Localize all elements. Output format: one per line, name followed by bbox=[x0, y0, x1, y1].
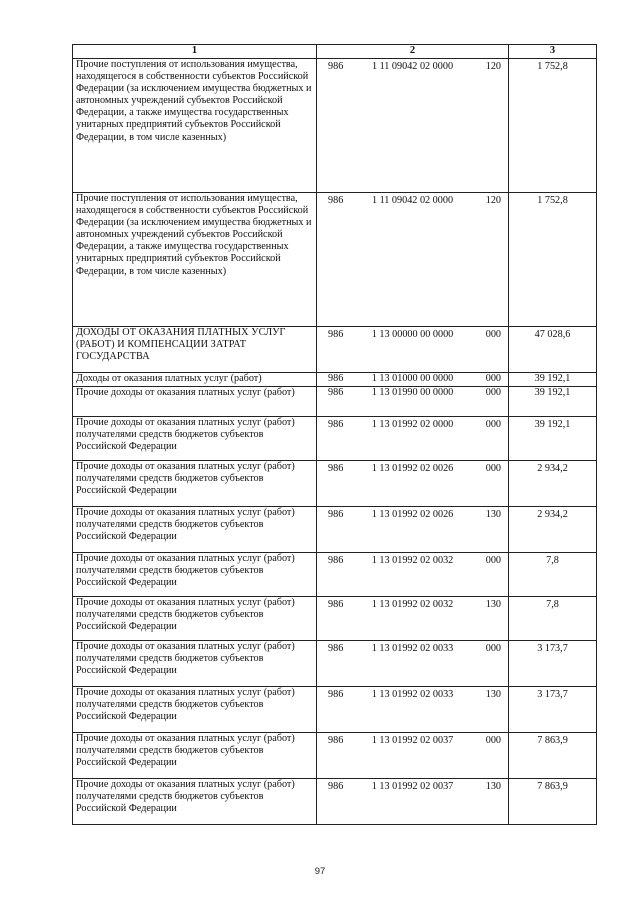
row-kosgu-code: 000 bbox=[485, 419, 501, 430]
row-budget-code: 1 11 09042 02 0000 bbox=[371, 195, 454, 206]
row-amount: 3 173,7 bbox=[509, 687, 597, 733]
row-amount: 2 934,2 bbox=[509, 461, 597, 507]
row-amount: 1 752,8 bbox=[509, 193, 597, 327]
column-header-3: 3 bbox=[509, 45, 597, 59]
row-code-cell bbox=[317, 59, 509, 193]
row-admin-code: 986 bbox=[328, 419, 344, 430]
revenue-table bbox=[72, 44, 597, 825]
column-header-1: 1 bbox=[73, 45, 317, 59]
table-row bbox=[73, 779, 597, 825]
row-budget-code: 1 13 01000 00 0000 bbox=[371, 373, 454, 384]
row-budget-code: 1 13 01992 02 0026 bbox=[371, 463, 454, 474]
row-code-cell bbox=[317, 687, 509, 733]
row-budget-code: 1 13 01990 00 0000 bbox=[371, 387, 454, 398]
row-admin-code: 986 bbox=[328, 509, 344, 520]
row-admin-code: 986 bbox=[328, 61, 344, 72]
row-amount: 7,8 bbox=[509, 553, 597, 597]
row-amount: 47 028,6 bbox=[509, 327, 597, 373]
row-kosgu-code: 000 bbox=[485, 329, 501, 340]
row-admin-code: 986 bbox=[328, 555, 344, 566]
row-code-cell bbox=[317, 373, 509, 387]
row-budget-code: 1 13 01992 02 0026 bbox=[371, 509, 454, 520]
row-budget-code: 1 11 09042 02 0000 bbox=[371, 61, 454, 72]
row-budget-code: 1 13 01992 02 0032 bbox=[371, 599, 454, 610]
row-amount: 39 192,1 bbox=[509, 387, 597, 417]
row-admin-code: 986 bbox=[328, 781, 344, 792]
table-row bbox=[73, 327, 597, 373]
row-amount: 7 863,9 bbox=[509, 733, 597, 779]
row-admin-code: 986 bbox=[328, 735, 344, 746]
row-code-cell bbox=[317, 779, 509, 825]
row-budget-code: 1 13 01992 02 0032 bbox=[371, 555, 454, 566]
row-budget-code: 1 13 01992 02 0033 bbox=[371, 689, 454, 700]
row-kosgu-code: 000 bbox=[485, 555, 501, 566]
row-amount: 1 752,8 bbox=[509, 59, 597, 193]
row-code-cell bbox=[317, 507, 509, 553]
row-budget-code: 1 13 00000 00 0000 bbox=[371, 329, 454, 340]
row-admin-code: 986 bbox=[328, 195, 344, 206]
table-header-row bbox=[73, 45, 597, 59]
row-amount: 39 192,1 bbox=[509, 417, 597, 461]
table-row bbox=[73, 461, 597, 507]
row-kosgu-code: 130 bbox=[485, 599, 501, 610]
row-kosgu-code: 120 bbox=[485, 195, 501, 206]
table-row bbox=[73, 373, 597, 387]
row-admin-code: 986 bbox=[328, 329, 344, 340]
row-description: Прочие доходы от оказания платных услуг (работ) получателями средств бюджетов субъектов Российской Федерации bbox=[73, 641, 317, 687]
row-kosgu-code: 000 bbox=[485, 373, 501, 384]
row-description: Прочие поступления от использования имущества, находящегося в собственности субъектов Российской Федерации (за исключением имущества бюджетных и автономных учреждений субъектов Российской Федерации, а также имущества государственных унитарных предприятий субъектов Российской Федерации, в том числе казенных) bbox=[73, 193, 317, 327]
row-description: Доходы от оказания платных услуг (работ) bbox=[73, 373, 317, 387]
row-code-cell bbox=[317, 641, 509, 687]
row-amount: 7,8 bbox=[509, 597, 597, 641]
row-budget-code: 1 13 01992 02 0000 bbox=[371, 419, 454, 430]
row-description: Прочие доходы от оказания платных услуг (работ) получателями средств бюджетов субъектов Российской Федерации bbox=[73, 461, 317, 507]
row-kosgu-code: 130 bbox=[485, 781, 501, 792]
row-code-cell bbox=[317, 461, 509, 507]
row-amount: 2 934,2 bbox=[509, 507, 597, 553]
row-amount: 39 192,1 bbox=[509, 373, 597, 387]
row-description: Прочие доходы от оказания платных услуг (работ) bbox=[73, 387, 317, 417]
row-code-cell bbox=[317, 327, 509, 373]
table-row bbox=[73, 193, 597, 327]
row-description: ДОХОДЫ ОТ ОКАЗАНИЯ ПЛАТНЫХ УСЛУГ (РАБОТ) И КОМПЕНСАЦИИ ЗАТРАТ ГОСУДАРСТВА bbox=[73, 327, 317, 373]
row-code-cell bbox=[317, 417, 509, 461]
row-kosgu-code: 120 bbox=[485, 61, 501, 72]
row-description: Прочие доходы от оказания платных услуг (работ) получателями средств бюджетов субъектов Российской Федерации bbox=[73, 417, 317, 461]
row-amount: 7 863,9 bbox=[509, 779, 597, 825]
row-code-cell bbox=[317, 553, 509, 597]
row-admin-code: 986 bbox=[328, 387, 344, 398]
row-admin-code: 986 bbox=[328, 643, 344, 654]
row-kosgu-code: 000 bbox=[485, 643, 501, 654]
row-admin-code: 986 bbox=[328, 689, 344, 700]
row-budget-code: 1 13 01992 02 0033 bbox=[371, 643, 454, 654]
row-description: Прочие доходы от оказания платных услуг (работ) получателями средств бюджетов субъектов Российской Федерации bbox=[73, 507, 317, 553]
row-code-cell bbox=[317, 387, 509, 417]
page-number: 97 bbox=[314, 866, 326, 877]
row-kosgu-code: 130 bbox=[485, 509, 501, 520]
row-amount: 3 173,7 bbox=[509, 641, 597, 687]
row-code-cell bbox=[317, 733, 509, 779]
row-kosgu-code: 000 bbox=[485, 463, 501, 474]
row-kosgu-code: 130 bbox=[485, 689, 501, 700]
table-row bbox=[73, 507, 597, 553]
row-code-cell bbox=[317, 193, 509, 327]
row-description: Прочие доходы от оказания платных услуг (работ) получателями средств бюджетов субъектов Российской Федерации bbox=[73, 597, 317, 641]
table-row bbox=[73, 387, 597, 417]
table-row bbox=[73, 597, 597, 641]
row-code-cell bbox=[317, 597, 509, 641]
row-description: Прочие доходы от оказания платных услуг (работ) получателями средств бюджетов субъектов Российской Федерации bbox=[73, 779, 317, 825]
row-budget-code: 1 13 01992 02 0037 bbox=[371, 735, 454, 746]
row-description: Прочие поступления от использования имущества, находящегося в собственности субъектов Российской Федерации (за исключением имущества бюджетных и автономных учреждений субъектов Российской Федерации, а также имущества государственных унитарных предприятий субъектов Российской Федерации, в том числе казенных) bbox=[73, 59, 317, 193]
row-admin-code: 986 bbox=[328, 373, 344, 384]
table-row bbox=[73, 687, 597, 733]
table-row bbox=[73, 59, 597, 193]
row-description: Прочие доходы от оказания платных услуг (работ) получателями средств бюджетов субъектов Российской Федерации bbox=[73, 687, 317, 733]
row-budget-code: 1 13 01992 02 0037 bbox=[371, 781, 454, 792]
column-header-2: 2 bbox=[317, 45, 509, 59]
table-row bbox=[73, 553, 597, 597]
row-description: Прочие доходы от оказания платных услуг (работ) получателями средств бюджетов субъектов Российской Федерации bbox=[73, 733, 317, 779]
table-row bbox=[73, 641, 597, 687]
table-row bbox=[73, 733, 597, 779]
row-admin-code: 986 bbox=[328, 599, 344, 610]
row-kosgu-code: 000 bbox=[485, 735, 501, 746]
row-kosgu-code: 000 bbox=[485, 387, 501, 398]
row-description: Прочие доходы от оказания платных услуг (работ) получателями средств бюджетов субъектов Российской Федерации bbox=[73, 553, 317, 597]
table-row bbox=[73, 417, 597, 461]
row-admin-code: 986 bbox=[328, 463, 344, 474]
